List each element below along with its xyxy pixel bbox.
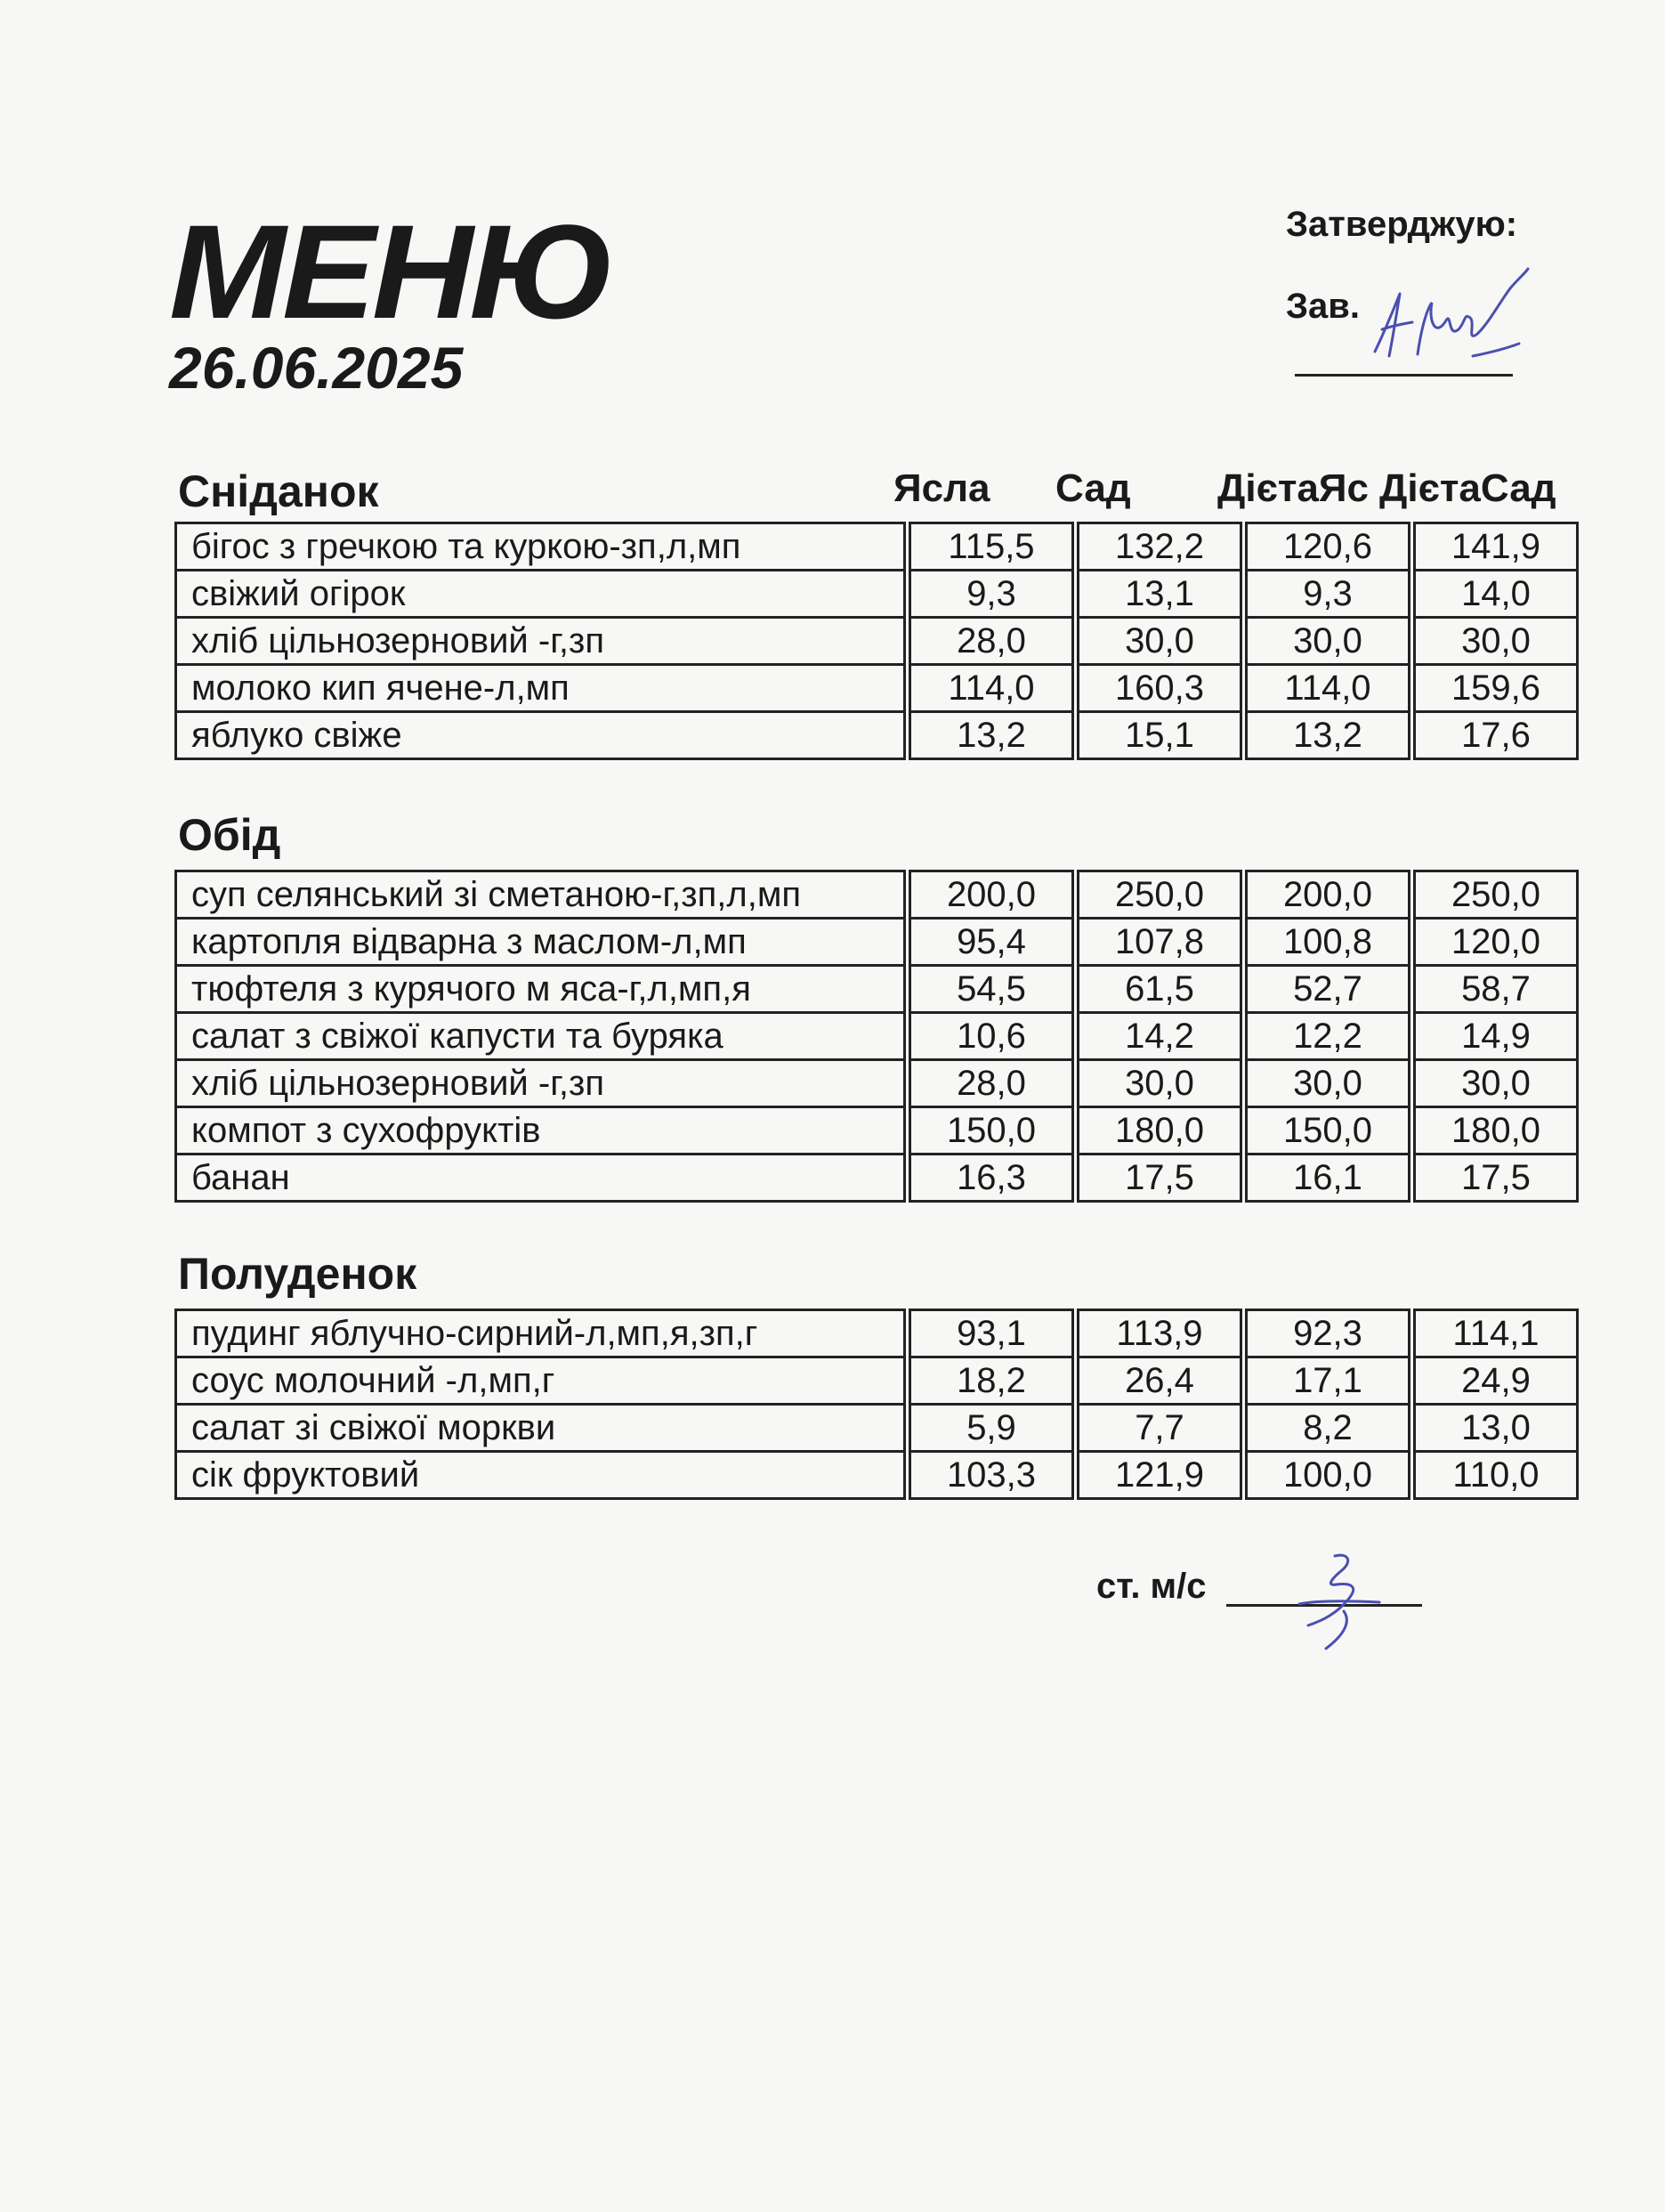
amount-dieta-sad: 58,7 (1413, 967, 1579, 1014)
amount-dieta-sad: 14,0 (1413, 571, 1579, 619)
amount-dieta-yas: 12,2 (1245, 1014, 1410, 1061)
table-row (174, 1406, 1579, 1453)
table-row (174, 619, 1579, 666)
amount-dieta-yas: 17,1 (1245, 1358, 1410, 1406)
amount-yasla: 5,9 (909, 1406, 1074, 1453)
amount-sad: 107,8 (1077, 920, 1242, 967)
section-title-afternoon-snack: Полуденок (178, 1249, 417, 1299)
dish-name: свіжий огірок (174, 571, 906, 619)
amount-dieta-sad: 159,6 (1413, 666, 1579, 713)
dish-name: банан (174, 1155, 906, 1203)
lunch-table (172, 870, 1581, 1203)
amount-sad: 113,9 (1077, 1309, 1242, 1358)
section-title-lunch: Обід (178, 810, 281, 860)
table-row (174, 571, 1579, 619)
table-row (174, 1061, 1579, 1108)
amount-dieta-yas: 30,0 (1245, 1061, 1410, 1108)
amount-dieta-sad: 13,0 (1413, 1406, 1579, 1453)
column-header-yasla: Ясла (893, 466, 990, 510)
amount-sad: 30,0 (1077, 1061, 1242, 1108)
table-row (174, 967, 1579, 1014)
amount-yasla: 95,4 (909, 920, 1074, 967)
dish-name: соус молочний -л,мп,г (174, 1358, 906, 1406)
amount-yasla: 28,0 (909, 1061, 1074, 1108)
dish-name: сік фруктовий (174, 1453, 906, 1500)
amount-yasla: 9,3 (909, 571, 1074, 619)
amount-dieta-yas: 52,7 (1245, 967, 1410, 1014)
amount-yasla: 13,2 (909, 713, 1074, 760)
column-header-sad: Сад (1055, 466, 1131, 510)
amount-yasla: 16,3 (909, 1155, 1074, 1203)
nurse-label: ст. м/с (1096, 1567, 1207, 1606)
table-row (174, 1014, 1579, 1061)
amount-sad: 250,0 (1077, 870, 1242, 920)
dish-name: компот з сухофруктів (174, 1108, 906, 1155)
dish-name: бігос з гречкою та куркою-зп,л,мп (174, 522, 906, 571)
amount-dieta-yas: 200,0 (1245, 870, 1410, 920)
nurse-signature (1281, 1549, 1406, 1656)
amount-dieta-sad: 180,0 (1413, 1108, 1579, 1155)
amount-yasla: 200,0 (909, 870, 1074, 920)
amount-sad: 61,5 (1077, 967, 1242, 1014)
table-row (174, 1309, 1579, 1358)
amount-dieta-yas: 92,3 (1245, 1309, 1410, 1358)
amount-dieta-sad: 141,9 (1413, 522, 1579, 571)
amount-dieta-yas: 16,1 (1245, 1155, 1410, 1203)
table-row (174, 1108, 1579, 1155)
amount-sad: 132,2 (1077, 522, 1242, 571)
approval-label: Затверджую: (1286, 205, 1518, 244)
amount-dieta-sad: 250,0 (1413, 870, 1579, 920)
amount-dieta-yas: 8,2 (1245, 1406, 1410, 1453)
amount-sad: 15,1 (1077, 713, 1242, 760)
table-row (174, 870, 1579, 920)
amount-dieta-sad: 30,0 (1413, 1061, 1579, 1108)
amount-dieta-sad: 110,0 (1413, 1453, 1579, 1500)
dish-name: тюфтеля з курячого м яса-г,л,мп,я (174, 967, 906, 1014)
menu-date: 26.06.2025 (169, 335, 464, 401)
amount-dieta-sad: 114,1 (1413, 1309, 1579, 1358)
dish-name: молоко кип ячене-л,мп (174, 666, 906, 713)
amount-dieta-sad: 17,5 (1413, 1155, 1579, 1203)
afternoon-snack-table (172, 1309, 1581, 1500)
menu-title: МЕНЮ (169, 197, 612, 346)
dish-name: хліб цільнозерновий -г,зп (174, 619, 906, 666)
amount-yasla: 28,0 (909, 619, 1074, 666)
amount-yasla: 115,5 (909, 522, 1074, 571)
amount-dieta-yas: 9,3 (1245, 571, 1410, 619)
amount-dieta-yas: 13,2 (1245, 713, 1410, 760)
amount-sad: 30,0 (1077, 619, 1242, 666)
amount-dieta-sad: 120,0 (1413, 920, 1579, 967)
table-row (174, 1155, 1579, 1203)
amount-sad: 160,3 (1077, 666, 1242, 713)
head-label: Зав. (1286, 287, 1361, 326)
table-row (174, 522, 1579, 571)
amount-yasla: 103,3 (909, 1453, 1074, 1500)
table-row (174, 920, 1579, 967)
amount-dieta-yas: 100,0 (1245, 1453, 1410, 1500)
column-header-dieta-sad: ДієтаСад (1379, 466, 1556, 510)
section-title-breakfast: Сніданок (178, 466, 379, 516)
amount-yasla: 10,6 (909, 1014, 1074, 1061)
table-row (174, 1453, 1579, 1500)
amount-yasla: 18,2 (909, 1358, 1074, 1406)
amount-dieta-yas: 100,8 (1245, 920, 1410, 967)
amount-sad: 13,1 (1077, 571, 1242, 619)
amount-dieta-sad: 17,6 (1413, 713, 1579, 760)
column-header-dieta-yas: ДієтаЯс (1217, 466, 1369, 510)
dish-name: яблуко свіже (174, 713, 906, 760)
breakfast-table (172, 522, 1581, 760)
amount-yasla: 93,1 (909, 1309, 1074, 1358)
amount-dieta-yas: 120,6 (1245, 522, 1410, 571)
dish-name: салат зі свіжої моркви (174, 1406, 906, 1453)
amount-dieta-sad: 14,9 (1413, 1014, 1579, 1061)
amount-sad: 7,7 (1077, 1406, 1242, 1453)
amount-sad: 121,9 (1077, 1453, 1242, 1500)
head-signature (1366, 267, 1553, 383)
table-row (174, 713, 1579, 760)
amount-dieta-yas: 30,0 (1245, 619, 1410, 666)
amount-dieta-sad: 24,9 (1413, 1358, 1579, 1406)
dish-name: картопля відварна з маслом-л,мп (174, 920, 906, 967)
amount-dieta-yas: 114,0 (1245, 666, 1410, 713)
amount-dieta-yas: 150,0 (1245, 1108, 1410, 1155)
amount-yasla: 114,0 (909, 666, 1074, 713)
amount-yasla: 150,0 (909, 1108, 1074, 1155)
amount-sad: 14,2 (1077, 1014, 1242, 1061)
dish-name: суп селянський зі сметаною-г,зп,л,мп (174, 870, 906, 920)
amount-sad: 26,4 (1077, 1358, 1242, 1406)
amount-sad: 17,5 (1077, 1155, 1242, 1203)
table-row (174, 666, 1579, 713)
amount-yasla: 54,5 (909, 967, 1074, 1014)
dish-name: хліб цільнозерновий -г,зп (174, 1061, 906, 1108)
dish-name: салат з свіжої капусти та буряка (174, 1014, 906, 1061)
table-row (174, 1358, 1579, 1406)
amount-sad: 180,0 (1077, 1108, 1242, 1155)
dish-name: пудинг яблучно-сирний-л,мп,я,зп,г (174, 1309, 906, 1358)
amount-dieta-sad: 30,0 (1413, 619, 1579, 666)
